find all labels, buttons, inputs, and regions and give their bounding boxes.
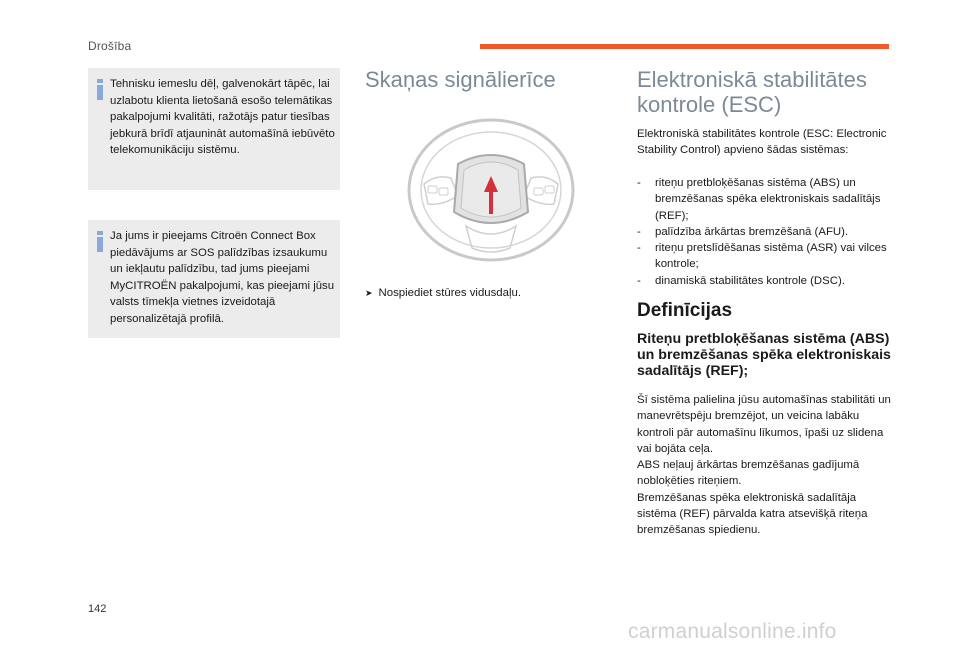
horn-instruction (365, 287, 521, 299)
section-accent-bar (480, 44, 889, 49)
watermark: carmanualsonline.info (628, 620, 837, 643)
info-box-text: Tehnisku iemeslu dēļ, galvenokārt tāpēc, lai uzlabotu klienta lietošanā esošo telemātikas pakalpojumi kvalitāti, ražotājs patur tiesības jebkurā brīdī atjaunināt automašīnā iebūvēto telekomunikāciju sistēmu. (110, 78, 335, 157)
info-box (88, 220, 340, 338)
esc-system-list (637, 175, 897, 289)
horn-title: Skaņas signālierīce (365, 67, 556, 92)
list-item: - dinamiskā stabilitātes kontrole (DSC). (637, 273, 897, 289)
list-item: - riteņu pretslīdēšanas sistēma (ASR) vai vilces kontrole; (637, 240, 897, 273)
abs-heading: Riteņu pretbloķēšanas sistēma (ABS) un bremzēšanas spēka elektroniskais sadalītājs (REF); (637, 331, 891, 379)
section-label: Drošība (88, 39, 132, 53)
esc-title: Elektroniskā stabilitātes kontrole (ESC) (637, 67, 867, 117)
steering-wheel-icon (406, 116, 576, 264)
steering-wheel-illustration (406, 116, 576, 264)
abs-paragraph: Bremzēšanas spēka elektroniskā sadalītāja sistēma (REF) pārvalda katra atsevišķā riteņa bremzēšanas spiedienu. (637, 491, 868, 537)
page-number: 142 (88, 603, 107, 615)
list-item: - riteņu pretbloķēšanas sistēma (ABS) un bremzēšanas spēka elektroniskais sadalītājs (REF); (637, 175, 897, 224)
info-box-text: Ja jums ir pieejams Citroën Connect Box piedāvājums ar SOS palīdzības izsaukumu un iekļautu palīdzību, tad jums pieejami MyCITROËN pakalpojumi, kas pieejami jūsu valsts tīmekļa vietnes izveidotajā personalizētajā profilā. (110, 230, 335, 325)
abs-paragraph: Šī sistēma palielina jūsu automašīnas stabilitāti un manevrētspēju bremzējot, un veicina labāku kontroli pār automašīnu līkumos, īpaši uz slidena vai bojāta ceļa. (637, 394, 891, 455)
esc-intro: Elektroniskā stabilitātes kontrole (ESC: Electronic Stability Control) apvieno šādas sistēmas: (637, 128, 887, 157)
arrow-right-icon: ➤ (365, 288, 373, 298)
abs-description (637, 392, 897, 539)
info-box (88, 68, 340, 190)
info-icon (95, 79, 105, 99)
list-item: - palīdzība ārkārtas bremzēšanā (AFU). (637, 224, 897, 240)
abs-paragraph: ABS neļauj ārkārtas bremzēšanas gadījumā nobloķēties riteņiem. (637, 459, 860, 488)
horn-instruction-text: Nospiediet stūres vidusdaļu. (378, 287, 522, 299)
info-icon (95, 231, 105, 251)
definitions-heading: Definīcijas (637, 300, 733, 321)
